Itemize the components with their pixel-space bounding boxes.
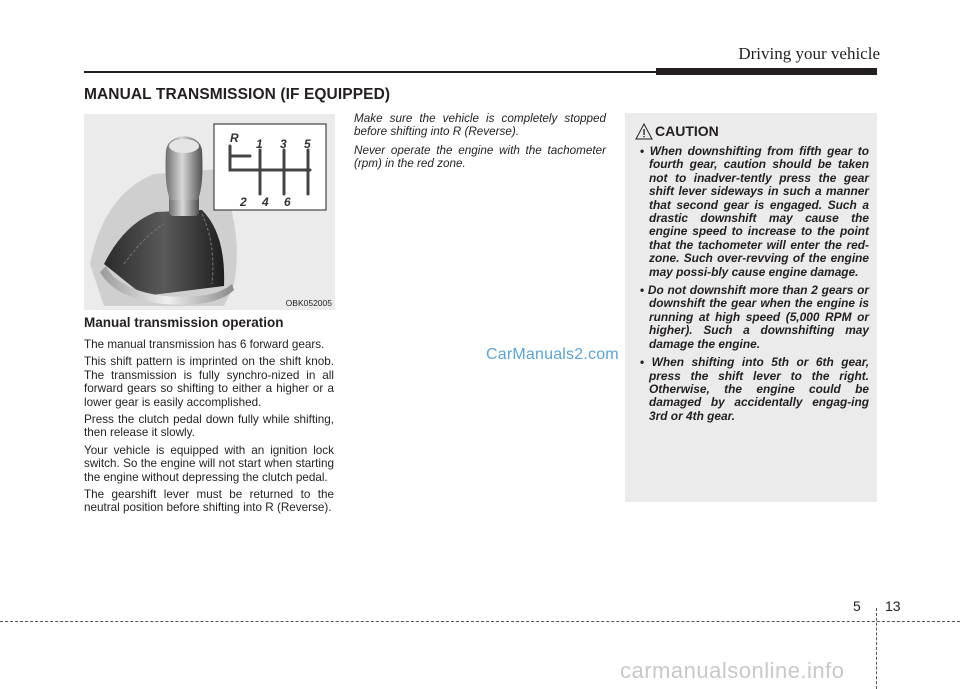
pattern-label-5: 5 [304, 137, 311, 151]
section-title: Driving your vehicle [738, 44, 880, 63]
pattern-label-6: 6 [284, 195, 291, 209]
header-rule [84, 71, 656, 73]
gear-shift-figure [84, 114, 335, 310]
footer-divider [0, 621, 960, 622]
paragraph: This shift pattern is imprinted on the shift knob. The transmission is fully synchro-nized in all forward gears so shifting to either a higher or a lower gear is easily accomplished. [84, 355, 334, 409]
pattern-label-2: 2 [240, 195, 247, 209]
paragraph: The gearshift lever must be returned to the neutral position before shifting into R (Reverse). [84, 488, 334, 515]
caution-item: • Do not downshift more than 2 gears or downshift the gear when the engine is running at high speed (5,000 RPM or higher). Such a downshifting may damage the engine. [640, 283, 869, 351]
italic-paragraph: Never operate the engine with the tachometer (rpm) in the red zone. [354, 143, 606, 171]
page-number: 13 [885, 598, 901, 614]
pattern-label-4: 4 [262, 195, 269, 209]
watermark: CarManuals2.com [486, 346, 619, 363]
bullet-icon: • [640, 144, 645, 158]
paragraph: Your vehicle is equipped with an ignition lock switch. So the engine will not start when starting the engine without depressing the clutch pedal. [84, 443, 334, 484]
pattern-label-3: 3 [280, 137, 287, 151]
bullet-icon: • [640, 355, 645, 370]
warning-triangle-icon [635, 123, 653, 140]
chapter-number: 5 [853, 598, 861, 614]
main-heading: MANUAL TRANSMISSION (IF EQUIPPED) [84, 86, 391, 103]
figure-code: OBK052005 [285, 298, 332, 308]
italic-paragraph: Make sure the vehicle is completely stopped before shifting into R (Reverse). [354, 112, 606, 139]
footer-vertical-divider [876, 608, 877, 689]
site-watermark: carmanualsonline.info [620, 658, 845, 683]
left-column [84, 315, 334, 519]
caution-item: • When downshifting from fifth gear to fourth gear, caution should be taken not to inadver-tently press the gear shift lever sideways in such a manner that second gear is engaged. Such a drastic downshift may cause the engine speed to increase to the point that the tachometer will enter the red-zone. Such over-revving of the engine may possi-bly cause engine damage. [640, 144, 869, 279]
caution-box [625, 113, 877, 502]
pattern-label-1: 1 [256, 137, 263, 151]
paragraph: Press the clutch pedal down fully while shifting, then release it slowly. [84, 413, 334, 440]
middle-column [354, 112, 606, 176]
bullet-icon: • [640, 283, 645, 298]
caution-list [635, 145, 869, 428]
caution-title: CAUTION [655, 123, 719, 139]
caution-item: • When shifting into 5th or 6th gear, press the shift lever to the right. Otherwise, the engine could be damaged by accidentally engag-ing 3rd or 4th gear. [640, 355, 869, 423]
header-rule-thick [656, 68, 877, 75]
subheading: Manual transmission operation [84, 315, 284, 330]
pattern-label-r: R [230, 131, 239, 145]
gear-shift-illustration [84, 114, 335, 310]
paragraph: The manual transmission has 6 forward gears. [84, 338, 325, 351]
